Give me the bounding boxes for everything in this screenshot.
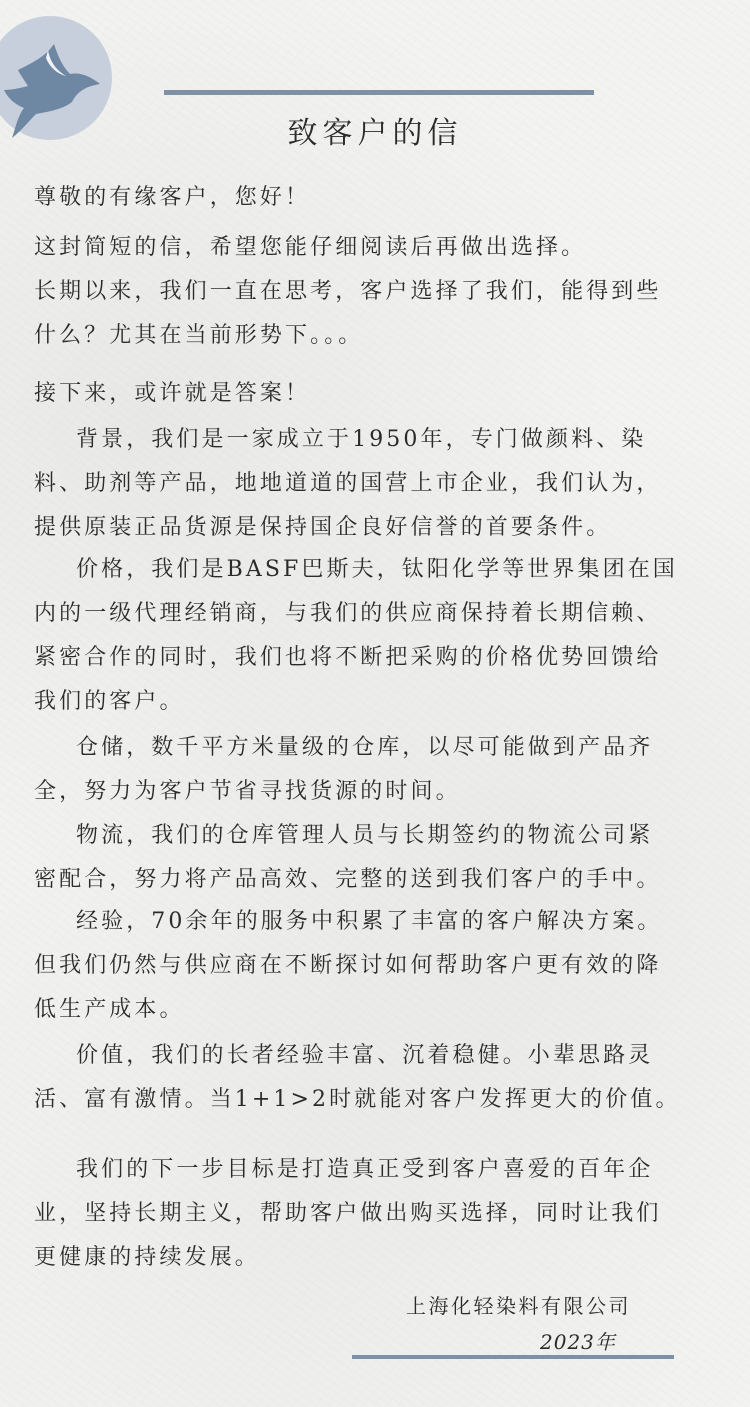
letter-line: 提供原装正品货源是保持国企良好信誉的首要条件。 <box>34 515 612 540</box>
paragraph-storage: 仓储，数千平方米量级的仓库，以尽可能做到产品齐 <box>76 735 654 760</box>
letter-line: 我们的客户。 <box>34 689 185 714</box>
top-divider <box>164 90 594 95</box>
letter-line: 密配合，努力将产品高效、完整的送到我们客户的手中。 <box>34 867 662 892</box>
letter-line: 长期以来，我们一直在思考，客户选择了我们，能得到些 <box>34 279 662 304</box>
paragraph-goal: 我们的下一步目标是打造真正受到客户喜爱的百年企 <box>76 1157 654 1182</box>
letter-line: 全，努力为客户节省寻找货源的时间。 <box>34 779 461 804</box>
paragraph-experience: 经验，70余年的服务中积累了丰富的客户解决方案。 <box>76 909 663 934</box>
greeting-line: 尊敬的有缘客户，您好！ <box>34 185 311 210</box>
letter-line: 这封简短的信，希望您能仔细阅读后再做出选择。 <box>34 235 587 260</box>
paragraph-logistics: 物流，我们的仓库管理人员与长期签约的物流公司紧 <box>76 823 654 848</box>
letter-line: 内的一级代理经销商，与我们的供应商保持着长期信赖、 <box>34 601 662 626</box>
letter-line: 业，坚持长期主义，帮助客户做出购买选择，同时让我们 <box>34 1201 662 1226</box>
letter-line: 料、助剂等产品，地地道道的国营上市企业，我们认为， <box>34 471 662 496</box>
paragraph-value: 价值，我们的长者经验丰富、沉着稳健。小辈思路灵 <box>76 1043 654 1068</box>
paragraph-price: 价格，我们是BASF巴斯夫，钛阳化学等世界集团在国 <box>76 557 678 582</box>
letter-line: 接下来，或许就是答案！ <box>34 381 311 406</box>
bottom-divider <box>352 1355 674 1359</box>
company-signature: 上海化轻染料有限公司 <box>406 1294 631 1318</box>
letter-year: 2023年 <box>540 1330 616 1354</box>
letter-line: 低生产成本。 <box>34 997 185 1022</box>
letter-line: 活、富有激情。当1+1>2时就能对客户发挥更大的价值。 <box>34 1087 681 1112</box>
letter-line: 但我们仍然与供应商在不断探讨如何帮助客户更有效的降 <box>34 953 662 978</box>
letter-line: 什么？尤其在当前形势下。。。 <box>34 323 364 348</box>
letter-line: 更健康的持续发展。 <box>34 1245 260 1270</box>
letter-title: 致客户的信 <box>287 116 463 151</box>
letter-line: 紧密合作的同时，我们也将不断把采购的价格优势回馈给 <box>34 645 662 670</box>
paragraph-background: 背景，我们是一家成立于1950年，专门做颜料、染 <box>76 427 647 452</box>
